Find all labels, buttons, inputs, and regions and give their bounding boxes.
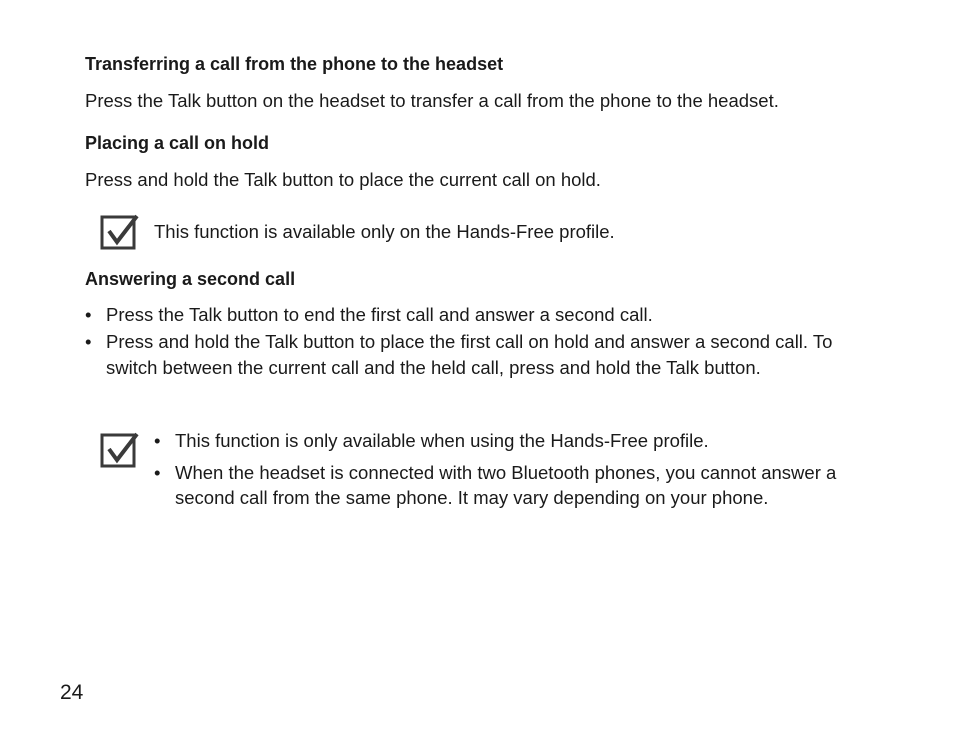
bullet-dot: • (85, 330, 92, 352)
paragraph-hold: Press and hold the Talk button to place the current call on hold. (85, 169, 601, 190)
section-heading-hold: Placing a call on hold (85, 133, 270, 153)
check-box-icon (100, 214, 140, 250)
list-item-text: Press and hold the Talk button to place the first call on hold and answer a second call. To switch between the current call and the held call, press and hold the Talk button. (106, 330, 833, 378)
bullet-dot: • (154, 462, 161, 483)
check-box-icon (100, 432, 140, 468)
list-item (154, 428, 864, 453)
section-heading-second-call: Answering a second call (85, 269, 296, 289)
note-item-text: This function is only available when using the Hands-Free profile. (175, 430, 709, 451)
paragraph-transfer: Press the Talk button on the headset to transfer a call from the phone to the headset. (85, 90, 779, 111)
page-number: 24 (60, 681, 84, 704)
note-list-second-call (154, 428, 864, 510)
bullet-dot: • (85, 304, 92, 325)
note-text-hold: This function is available only on the Hands-Free profile. (154, 221, 615, 242)
list-item (85, 302, 845, 329)
bullet-list-second-call (85, 302, 845, 382)
bullet-dot: • (154, 430, 161, 451)
list-item-text: Press the Talk button to end the first call and answer a second call. (106, 304, 653, 325)
section-heading-transfer: Transferring a call from the phone to the headset (85, 54, 504, 74)
list-item (85, 329, 845, 382)
note-item-text: When the headset is connected with two Bluetooth phones, you cannot answer a second call from the same phone. It may vary depending on your phone. (175, 462, 837, 508)
list-item (154, 460, 864, 510)
